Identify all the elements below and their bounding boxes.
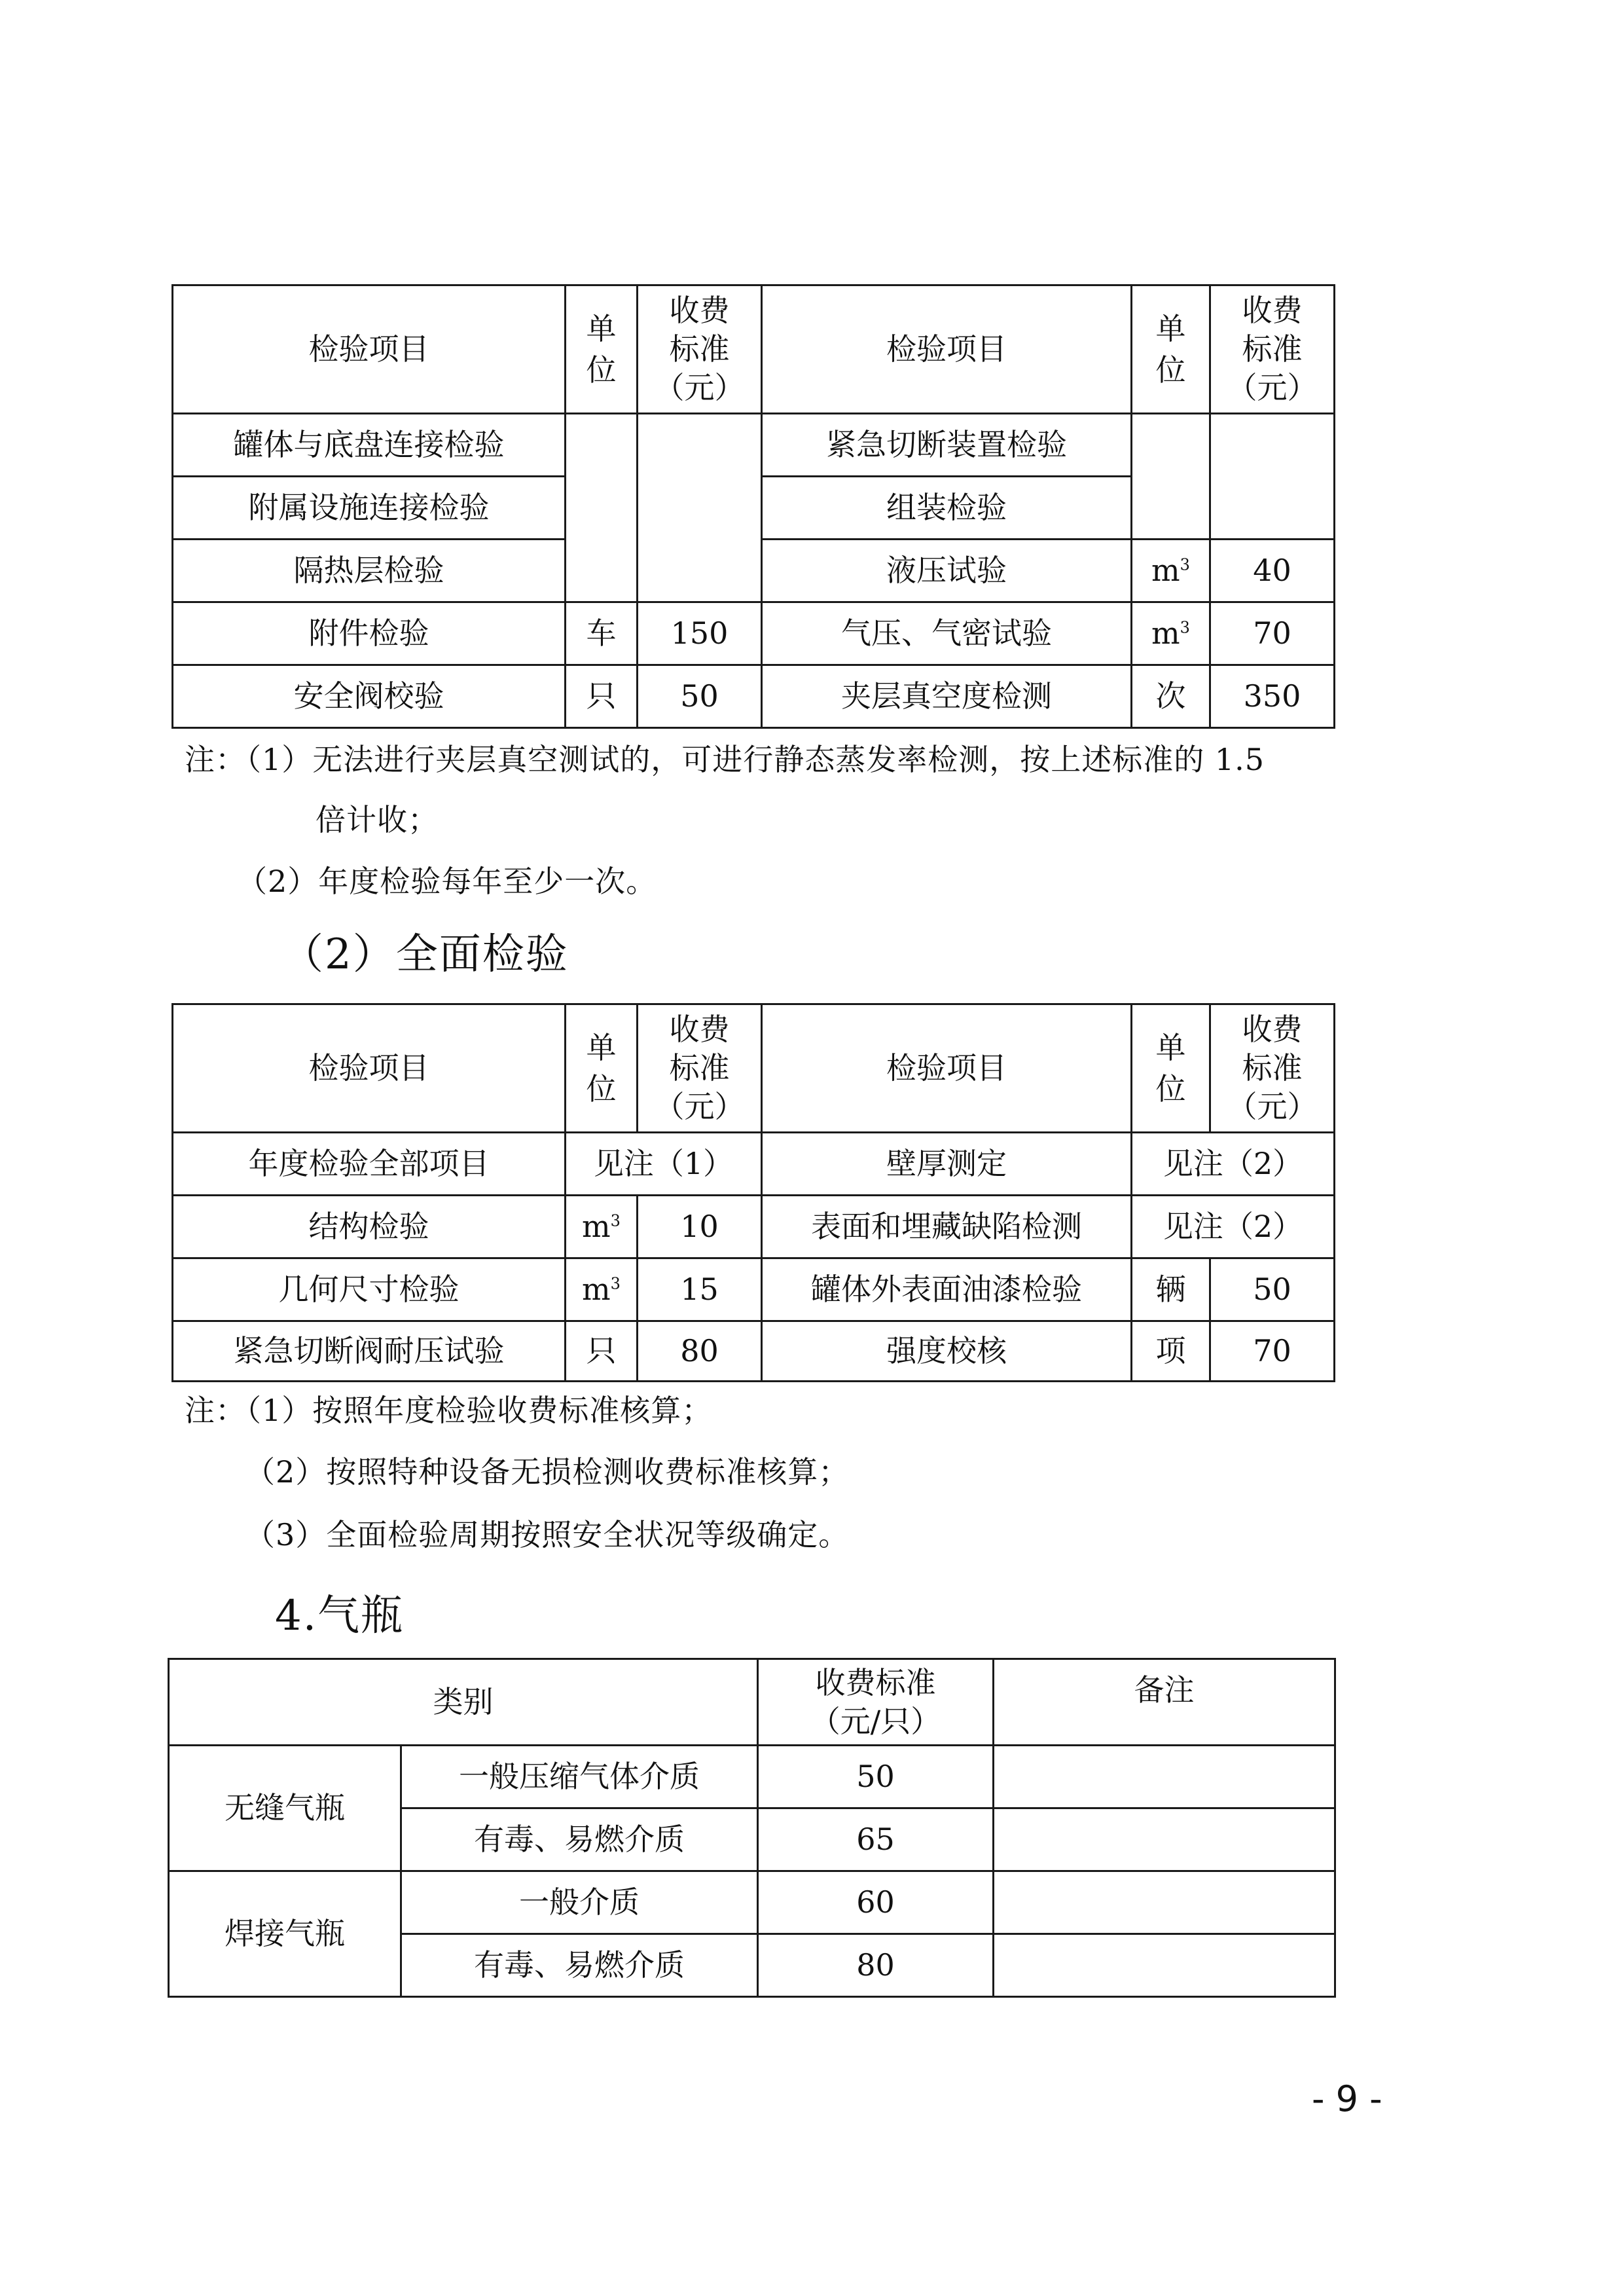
unit-cell: 项 [1132, 1321, 1210, 1382]
item-cell: 壁厚测定 [762, 1133, 1132, 1196]
fee-cell-empty [1210, 414, 1335, 540]
fee-cell: 40 [1210, 540, 1335, 602]
unit-text: m [582, 1208, 611, 1244]
header-fee-line: 标准 [1242, 1050, 1303, 1086]
item-cell: 紧急切断阀耐压试验 [173, 1321, 566, 1382]
full-inspection-fee-table [171, 1003, 1335, 1382]
group-name-cell: 焊接气瓶 [169, 1871, 401, 1997]
header-item: 检验项目 [762, 1004, 1132, 1133]
unit-text: m [1151, 615, 1180, 651]
header-fee-line: 标准 [669, 1050, 730, 1086]
header-fee-line: 标准 [1242, 331, 1303, 367]
unit-superscript: 3 [610, 1211, 621, 1230]
fee-cell: 350 [1210, 665, 1335, 728]
unit-cell [1132, 602, 1210, 665]
item-cell: 液压试验 [762, 540, 1132, 602]
fee-cell: 50 [638, 665, 762, 728]
header-fee [638, 1004, 762, 1133]
table-header-row [169, 1659, 1335, 1746]
item-cell: 结构检验 [173, 1196, 566, 1258]
table-row [173, 1196, 1335, 1258]
table-row [169, 1746, 1335, 1808]
header-fee [758, 1659, 994, 1746]
table-row [173, 414, 1335, 477]
unit-text: m [1151, 552, 1180, 588]
fee-cell-empty [638, 414, 762, 602]
fee-cell: 150 [638, 602, 762, 665]
header-fee [638, 285, 762, 414]
merged-note-cell: 见注（2） [1132, 1196, 1335, 1258]
table-row [173, 1133, 1335, 1196]
item-cell: 强度校核 [762, 1321, 1132, 1382]
fee-cell: 65 [758, 1808, 994, 1871]
header-fee-line: 收费 [1242, 1012, 1303, 1048]
table-header-row [173, 285, 1335, 414]
unit-superscript: 3 [1180, 555, 1190, 574]
unit-superscript: 3 [610, 1274, 621, 1293]
header-category: 类别 [169, 1659, 758, 1746]
remark-cell [994, 1808, 1335, 1871]
item-cell: 表面和埋藏缺陷检测 [762, 1196, 1132, 1258]
header-fee-line: （元） [654, 369, 745, 405]
unit-superscript: 3 [1180, 618, 1190, 637]
unit-text: m [582, 1271, 611, 1307]
unit-cell: 只 [566, 665, 638, 728]
item-cell: 组装检验 [762, 477, 1132, 540]
table-row [173, 602, 1335, 665]
header-fee-line: 收费 [669, 293, 730, 329]
header-unit-text: 单位 [586, 311, 617, 388]
item-cell: 安全阀校验 [173, 665, 566, 728]
item-cell: 年度检验全部项目 [173, 1133, 566, 1196]
fee-cell: 10 [638, 1196, 762, 1258]
merged-note-cell: 见注（2） [1132, 1133, 1335, 1196]
header-unit [1132, 1004, 1210, 1133]
note-line: （2）年度检验每年至少一次。 [237, 864, 657, 899]
unit-cell [566, 1258, 638, 1321]
header-unit-text: 单位 [1155, 311, 1186, 388]
gas-cylinder-fee-table [168, 1658, 1336, 1998]
fee-cell: 60 [758, 1871, 994, 1934]
table-row [173, 665, 1335, 728]
header-fee-line: 收费 [669, 1012, 730, 1048]
fee-cell: 80 [638, 1321, 762, 1382]
item-cell: 隔热层检验 [173, 540, 566, 602]
section-heading: 4.气瓶 [275, 1592, 405, 1640]
unit-cell: 辆 [1132, 1258, 1210, 1321]
header-remark: 备注 [994, 1659, 1335, 1746]
header-unit [1132, 285, 1210, 414]
header-fee-line: （元/只） [810, 1703, 941, 1739]
unit-cell [566, 1196, 638, 1258]
table-row [169, 1871, 1335, 1934]
header-item: 检验项目 [173, 1004, 566, 1133]
note-line: 倍计收； [316, 802, 439, 837]
group-name-cell: 无缝气瓶 [169, 1746, 401, 1871]
header-item: 检验项目 [762, 285, 1132, 414]
item-cell: 附件检验 [173, 602, 566, 665]
item-cell: 夹层真空度检测 [762, 665, 1132, 728]
header-unit-text: 单位 [1155, 1030, 1186, 1107]
header-fee-line: （元） [1227, 369, 1318, 405]
header-fee-line: 收费 [1242, 293, 1303, 329]
note-line: 注：（1）无法进行夹层真空测试的，可进行静态蒸发率检测，按上述标准的 1.5 [185, 742, 1265, 777]
fee-cell: 80 [758, 1934, 994, 1997]
medium-cell: 有毒、易燃介质 [401, 1934, 758, 1997]
fee-cell: 70 [1210, 602, 1335, 665]
remark-cell [994, 1934, 1335, 1997]
item-cell: 紧急切断装置检验 [762, 414, 1132, 477]
unit-cell [1132, 540, 1210, 602]
item-cell: 罐体与底盘连接检验 [173, 414, 566, 477]
medium-cell: 有毒、易燃介质 [401, 1808, 758, 1871]
header-fee-line: （元） [1227, 1088, 1318, 1124]
fee-cell: 15 [638, 1258, 762, 1321]
header-fee-line: 标准 [669, 331, 730, 367]
unit-cell: 次 [1132, 665, 1210, 728]
fee-cell: 50 [1210, 1258, 1335, 1321]
header-fee [1210, 1004, 1335, 1133]
header-fee [1210, 285, 1335, 414]
header-item: 检验项目 [173, 285, 566, 414]
header-fee-line: 收费标准 [815, 1664, 936, 1700]
fee-cell: 50 [758, 1746, 994, 1808]
item-cell: 几何尺寸检验 [173, 1258, 566, 1321]
item-cell: 附属设施连接检验 [173, 477, 566, 540]
unit-cell: 车 [566, 602, 638, 665]
table-row [173, 1258, 1335, 1321]
unit-cell: 只 [566, 1321, 638, 1382]
table-header-row [173, 1004, 1335, 1133]
header-unit-text: 单位 [586, 1030, 617, 1107]
annual-inspection-fee-table [171, 284, 1335, 729]
section-heading: （2）全面检验 [281, 930, 569, 979]
unit-cell-empty [566, 414, 638, 602]
fee-cell: 70 [1210, 1321, 1335, 1382]
note-line: 注：（1）按照年度检验收费标准核算； [185, 1393, 713, 1428]
item-cell: 罐体外表面油漆检验 [762, 1258, 1132, 1321]
remark-cell [994, 1746, 1335, 1808]
header-unit [566, 285, 638, 414]
note-line: （3）全面检验周期按照安全状况等级确定。 [245, 1517, 850, 1552]
remark-cell [994, 1871, 1335, 1934]
note-line: （2）按照特种设备无损检测收费标准核算； [245, 1454, 850, 1490]
header-unit [566, 1004, 638, 1133]
merged-note-cell: 见注（1） [566, 1133, 762, 1196]
header-fee-line: （元） [654, 1088, 745, 1124]
table-row [173, 1321, 1335, 1382]
medium-cell: 一般压缩气体介质 [401, 1746, 758, 1808]
medium-cell: 一般介质 [401, 1871, 758, 1934]
page-number: - 9 - [1312, 2078, 1382, 2119]
item-cell: 气压、气密试验 [762, 602, 1132, 665]
unit-cell-empty [1132, 414, 1210, 540]
